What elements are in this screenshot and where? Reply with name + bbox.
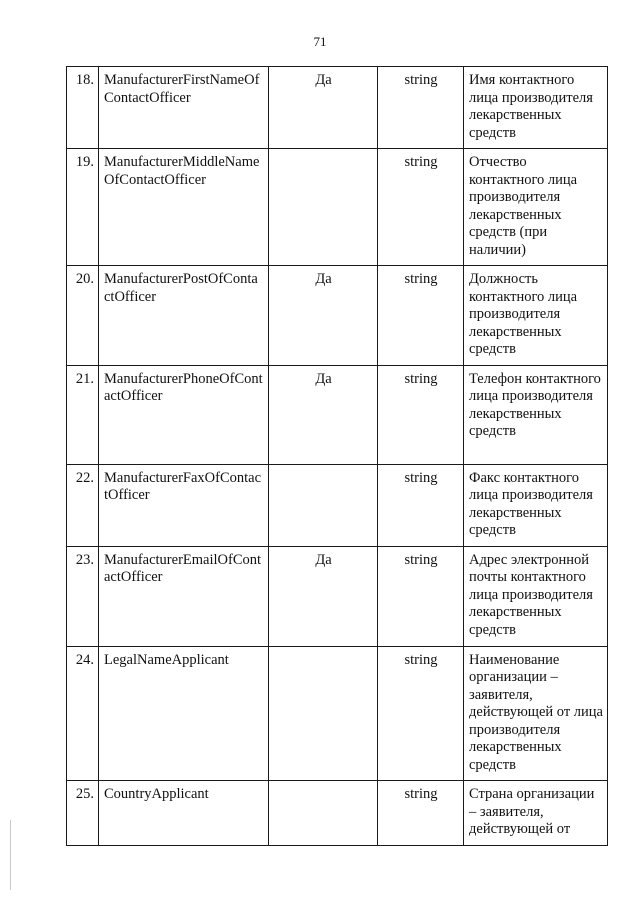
field-name: ManufacturerFirstNameOfContactOfficer	[99, 67, 269, 149]
field-description: Наименование организации – заявителя, действующей от лица производителя лекарственных средств	[464, 646, 608, 781]
required-flag	[269, 464, 378, 546]
field-name: ManufacturerFaxOfContactOfficer	[99, 464, 269, 546]
required-flag	[269, 781, 378, 846]
field-name: ManufacturerEmailOfContactOfficer	[99, 546, 269, 646]
required-flag: Да	[269, 266, 378, 366]
data-type: string	[378, 781, 464, 846]
data-type: string	[378, 266, 464, 366]
field-description: Факс контактного лица производителя лекарственных средств	[464, 464, 608, 546]
table-row	[67, 266, 608, 366]
required-flag: Да	[269, 67, 378, 149]
data-type: string	[378, 546, 464, 646]
row-number: 23.	[67, 546, 99, 646]
data-type: string	[378, 646, 464, 781]
data-type: string	[378, 365, 464, 464]
row-number: 24.	[67, 646, 99, 781]
row-number: 18.	[67, 67, 99, 149]
table-row	[67, 546, 608, 646]
field-description: Телефон контактного лица производителя лекарственных средств	[464, 365, 608, 464]
data-type: string	[378, 149, 464, 266]
field-name: CountryApplicant	[99, 781, 269, 846]
required-flag	[269, 646, 378, 781]
table-row	[67, 365, 608, 464]
required-flag: Да	[269, 546, 378, 646]
spec-table	[66, 66, 608, 846]
required-flag: Да	[269, 365, 378, 464]
field-description: Отчество контактного лица производителя лекарственных средств (при наличии)	[464, 149, 608, 266]
field-name: ManufacturerPostOfContactOfficer	[99, 266, 269, 366]
table-row	[67, 646, 608, 781]
row-number: 21.	[67, 365, 99, 464]
row-number: 22.	[67, 464, 99, 546]
field-description: Должность контактного лица производителя лекарственных средств	[464, 266, 608, 366]
table-row	[67, 67, 608, 149]
row-number: 19.	[67, 149, 99, 266]
table-row	[67, 149, 608, 266]
scan-margin-line	[10, 820, 11, 890]
field-name: LegalNameApplicant	[99, 646, 269, 781]
data-type: string	[378, 464, 464, 546]
field-name: ManufacturerMiddleNameOfContactOfficer	[99, 149, 269, 266]
row-number: 20.	[67, 266, 99, 366]
table-row	[67, 781, 608, 846]
field-name: ManufacturerPhoneOfContactOfficer	[99, 365, 269, 464]
field-description: Адрес электронной почты контактного лица производителя лекарственных средств	[464, 546, 608, 646]
field-description: Страна организации – заявителя, действующей от	[464, 781, 608, 846]
row-number: 25.	[67, 781, 99, 846]
field-description: Имя контактного лица производителя лекарственных средств	[464, 67, 608, 149]
table-row	[67, 464, 608, 546]
page-number: 71	[313, 34, 327, 49]
data-type: string	[378, 67, 464, 149]
required-flag	[269, 149, 378, 266]
